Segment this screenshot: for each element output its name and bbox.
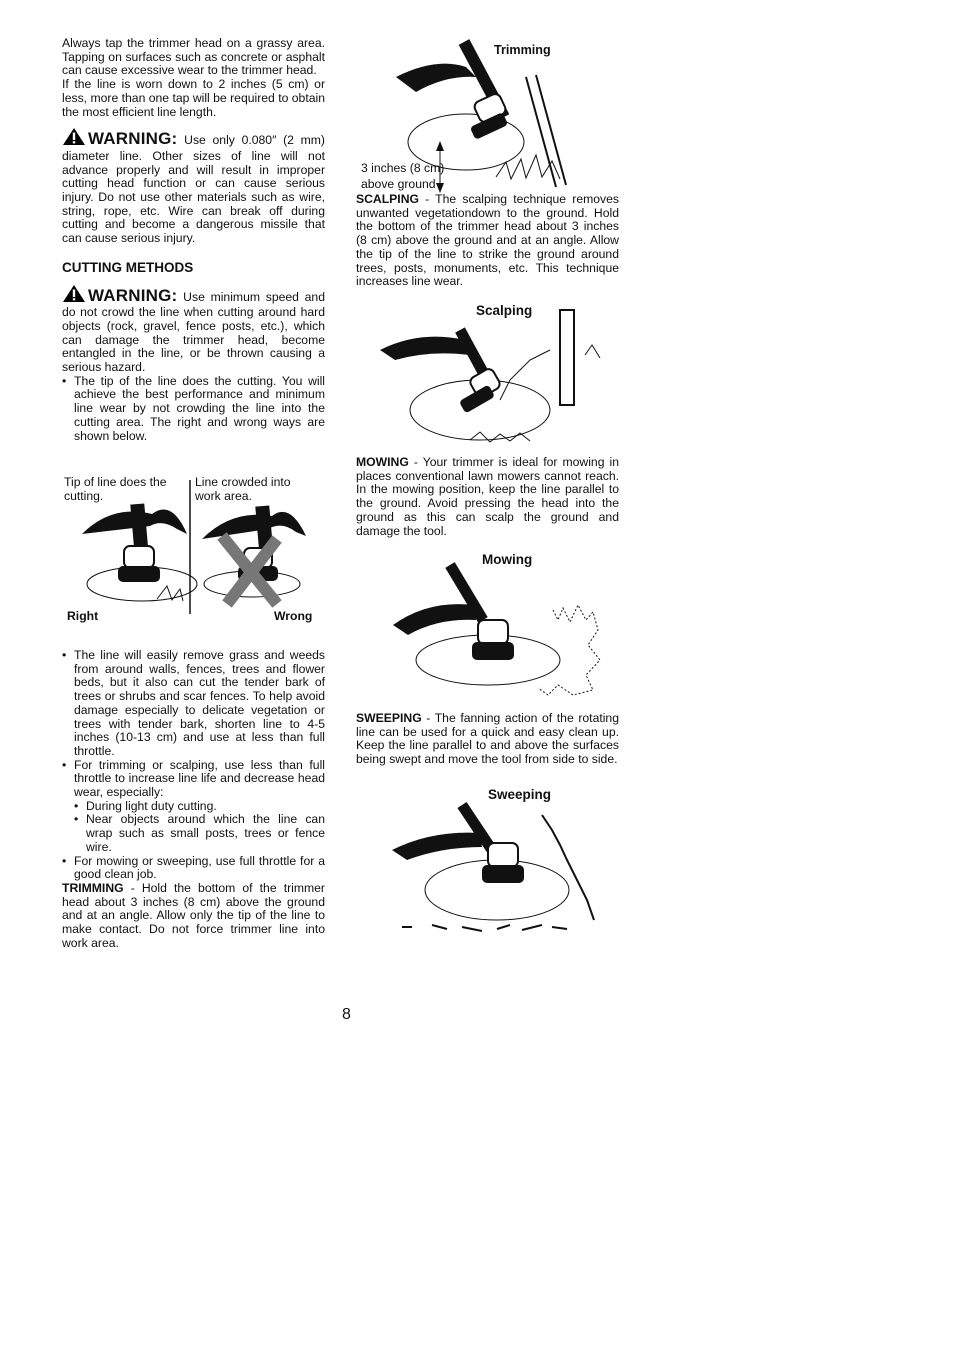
bullet-list-3 — [62, 855, 325, 882]
figure-right-caption: Tip of line does the cutting. — [64, 475, 167, 503]
figure-wrong-label: Wrong — [274, 609, 313, 623]
trimming-figure — [356, 37, 619, 195]
sweeping-text: ‑ The fanning action of the rotating line can be used for a quick and easy clean up. Keep the line parallel to and above the surfaces being swept and move the tool from side to side. — [356, 711, 619, 767]
sub-list-item: • During light duty cutting. — [74, 800, 325, 814]
sub-bullet-list — [62, 800, 325, 855]
sub-list-item: • Near objects around which the line can wrap such as small posts, trees or fence wire. — [74, 813, 325, 854]
trimming-note-line-2: above ground — [361, 177, 436, 191]
page-number: 8 — [342, 1006, 351, 1023]
trimming-label: TRIMMING — [62, 880, 124, 895]
list-item: • The line will easily remove grass and weeds from around walls, fences, trees and flower beds, but it also can cut the tender bark of trees or shrubs and scar fences. To help avoid damage especially to delicate vegetation or trees with tender bark, shorten line to 4‑5 inches (10‑13 cm) and use at less than full throttle. — [62, 649, 325, 759]
intro-paragraph-2: If the line is worn down to 2 inches (5 cm) or less, more than one tap will be required to obtain the most efficient line length. — [62, 77, 325, 119]
scalping-illustration — [380, 300, 620, 450]
figure-wrong-caption: Line crowded into work area. — [195, 475, 291, 503]
sweeping-label: SWEEPING — [356, 711, 422, 725]
bullet-list-1 — [62, 375, 325, 444]
trimming-text: ‑ Hold the bottom of the trimmer head about 3 inches (8 cm) above the ground and at an angle. Allow only the tip of the line to make contact. Do not force trimmer line into work area. — [62, 880, 325, 950]
warning-triangle-icon — [62, 127, 86, 150]
list-item: • For mowing or sweeping, use full throttle for a good clean job. — [62, 855, 325, 882]
intro-paragraph-1: Always tap the trimmer head on a grassy area. Tapping on surfaces such as concrete or asphalt can cause excessive wear to the trimmer head. — [62, 36, 325, 78]
warning-triangle-icon — [62, 284, 86, 307]
scalping-label: SCALPING — [356, 192, 419, 206]
warning-text: Use only 0.080″ (2 mm) diameter line. Other sizes of line will not advance properly and will result in improper cutting head function or can cause serious injury. Do not use other materials such as wire, string, rope, etc. Wire can break off during cutting and become a dangerous missile that can cause serious injury. — [62, 133, 325, 246]
figure-right-label: Right — [67, 609, 99, 623]
mowing-illustration — [388, 550, 613, 705]
section-title: CUTTING METHODS — [62, 259, 194, 275]
bullet-list-2 — [62, 649, 325, 800]
scalping-figure-title: Scalping — [476, 303, 533, 318]
scalping-paragraph — [356, 193, 619, 289]
warning-label: WARNING: — [88, 129, 178, 149]
trimming-figure-title: Trimming — [494, 43, 551, 57]
warning-text: Use minimum speed and do not crowd the line when cutting around hard objects (rock, gravel, fence posts, etc.), which can damage the trimmer head, become entangled in the line, or be thrown causing a serious hazard. — [62, 289, 325, 375]
sweeping-figure-title: Sweeping — [488, 787, 552, 802]
mowing-figure — [388, 550, 613, 705]
right-wrong-figure — [62, 474, 326, 626]
sweeping-paragraph — [356, 712, 619, 767]
left-column — [62, 37, 325, 443]
mowing-paragraph — [356, 456, 619, 538]
mowing-figure-title: Mowing — [482, 552, 533, 567]
warning-label: WARNING: — [88, 285, 178, 305]
sweeping-illustration — [392, 785, 612, 950]
sweeping-figure — [392, 785, 612, 950]
warning-block-2 — [62, 284, 325, 375]
mowing-label: MOWING — [356, 455, 409, 469]
mowing-block — [356, 456, 619, 538]
sweeping-block — [356, 712, 619, 767]
right-column — [356, 193, 619, 289]
trimmer-illustrations — [62, 474, 326, 626]
trimming-note-line-1: 3 inches (8 cm) — [361, 161, 445, 175]
scalping-figure — [380, 300, 620, 450]
scalping-text: ‑ The scalping technique removes unwanted vegetationdown to the ground. Hold the bottom of the trimmer head about 3 inches (8 cm) above the ground and at an angle. Allow the tip of the line to strike the ground around trees, posts, monuments, etc. This technique increases line wear. — [356, 192, 619, 289]
left-column-lower — [62, 649, 325, 950]
trimming-paragraph — [62, 882, 325, 951]
warning-block-1 — [62, 127, 325, 246]
mowing-text: ‑ Your trimmer is ideal for mowing in places conventional lawn mowers cannot reach. In the mowing position, keep the line parallel to the ground. Avoid pressing the head into the ground as this can scalp the ground and damage the tool. — [356, 455, 619, 538]
list-item: • For trimming or scalping, use less than full throttle to increase line life and decrease head wear, especially: — [62, 759, 325, 800]
list-item: • The tip of the line does the cutting. You will achieve the best performance and minimum line wear by not crowding the line into the cutting area. The right and wrong ways are shown below. — [62, 375, 325, 444]
